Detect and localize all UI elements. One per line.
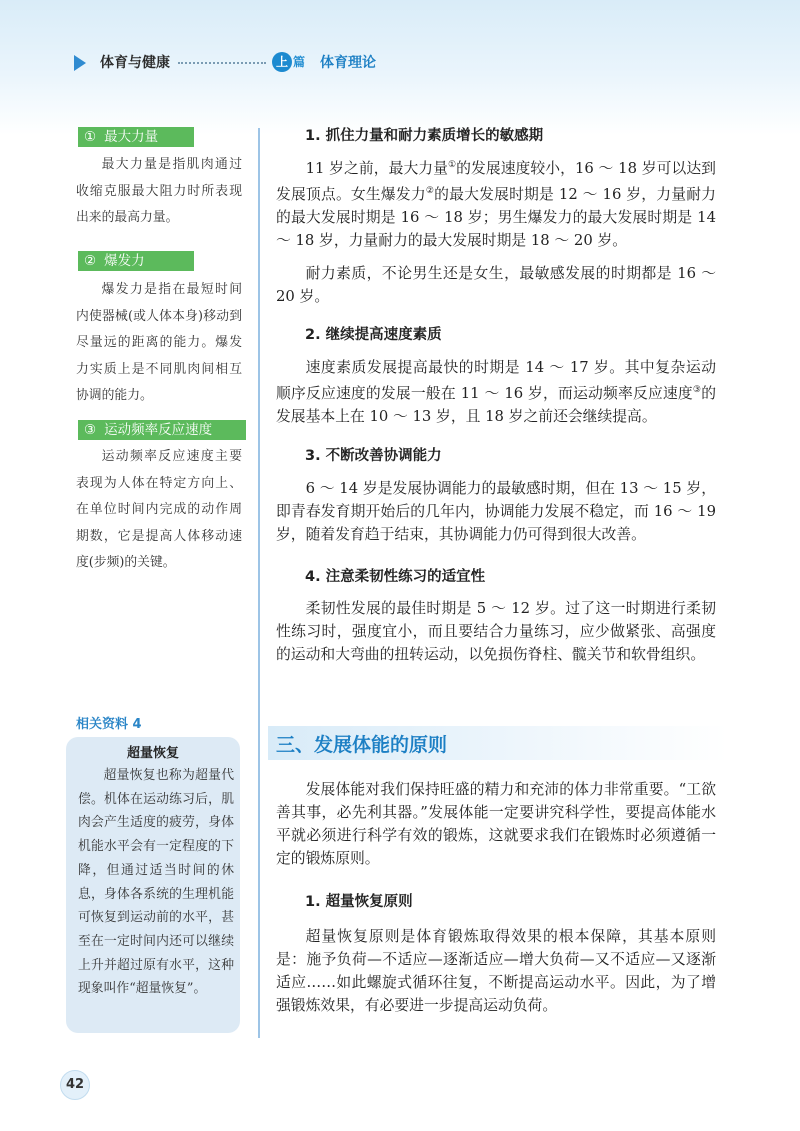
related-material-label: 相关资料 4 — [76, 717, 142, 732]
subheading-flexibility: 4. 注意柔韧性练习的适宜性 — [305, 569, 486, 585]
paragraph-flexibility: 柔韧性发展的最佳时期是 5 ～ 12 岁。过了这一时期进行柔韧性练习时，强度宜小，而且要结合力量练习，应少做紧张、高强度的运动和大弯曲的扭转运动，以免损伤脊柱、髋关节和软骨组织。 — [276, 600, 716, 663]
page-number: 42 — [60, 1070, 90, 1100]
section-title: 三、发展体能的原则 — [276, 734, 448, 756]
volume-circle-icon: 上 — [272, 52, 292, 72]
subheading-supercompensation: 1. 超量恢复原则 — [305, 894, 413, 910]
term-number: ① — [84, 129, 97, 145]
header-dotted-leader — [178, 62, 266, 64]
volume-badge — [272, 51, 305, 72]
term-label: 爆发力 — [104, 253, 145, 269]
related-material-text: 超量恢复也称为超量代偿。机体在运动练习后，肌肉会产生适度的疲劳，身体机能水平会有一定程度的下降，但通过适当时间的休息，身体各系统的生理机能可恢复到运动前的水平，甚至在一定时间内还可以继续上升并超过原有水平，这种现象叫作“超量恢复”。 — [78, 768, 234, 997]
part-title: 体育理论 — [320, 55, 376, 71]
term-label: 最大力量 — [104, 129, 159, 145]
subheading-coordination: 3. 不断改善协调能力 — [305, 448, 442, 464]
related-material-title: 超量恢复 — [126, 746, 179, 761]
paragraph-supercompensation: 超量恢复原则是体育锻炼取得效果的根本保障，其基本原则是：施予负荷—不适应—逐渐适应—增大负荷—又不适应—又逐渐适应……如此螺旋式循环往复，不断提高运动水平。因此，为了增强锻炼效果，有必要进一步提高运动负荷。 — [276, 928, 716, 1014]
header-arrow-icon — [74, 55, 86, 71]
term-text-explosive-power: 爆发力是指在最短时间内使器械(或人体本身)移动到尽量远的距离的能力。爆发力实质上是不同肌肉间相互协调的能力。 — [76, 282, 242, 403]
book-title: 体育与健康 — [100, 55, 170, 71]
term-tag-explosive-power — [78, 251, 194, 271]
paragraph-endurance: 耐力素质，不论男生还是女生，最敏感发展的时期都是 16 ～ 20 岁。 — [276, 265, 716, 305]
paragraph-speed: 速度素质发展提高最快的时期是 14 ～ 17 岁。其中复杂运动顺序反应速度的发展一般在 11 ～ 16 岁，而运动频率反应速度③的发展基本上在 10 ～ 13 岁，且 18 岁之前还会继续提高。 — [276, 359, 716, 425]
subheading-speed: 2. 继续提高速度素质 — [305, 327, 442, 343]
paragraph-principles-intro: 发展体能对我们保持旺盛的精力和充沛的体力非常重要。“工欲善其事，必先利其器。”发展体能一定要讲究科学性，要提高体能水平就必须进行科学有效的锻炼，这就要求我们在锻炼时必须遵循一定的锻炼原则。 — [276, 781, 716, 867]
term-number: ③ — [84, 422, 97, 438]
term-tag-max-strength — [78, 127, 194, 147]
term-number: ② — [84, 253, 97, 269]
term-text-max-strength: 最大力量是指肌肉通过收缩克服最大阻力时所表现出来的最高力量。 — [76, 157, 242, 225]
subheading-strength-endurance: 1. 抓住力量和耐力素质增长的敏感期 — [305, 128, 544, 144]
term-text-frequency-speed: 运动频率反应速度主要表现为人体在特定方向上、在单位时间内完成的动作周期数，它是提高人体移动速度(步频)的关键。 — [76, 449, 242, 570]
term-tag-frequency-speed — [78, 420, 246, 440]
paragraph-strength-periods: 11 岁之前，最大力量①的发展速度较小，16 ～ 18 岁可以达到发展顶点。女生爆发力②的最大发展时期是 12 ～ 16 岁，力量耐力的最大发展时期是 16 ～ 18 岁；男生爆发力的最大发展时期是 14 ～ 18 岁，力量耐力的最大发展时期是 18 ～ 20 岁。 — [276, 159, 716, 249]
volume-suffix: 篇 — [293, 55, 306, 69]
term-label: 运动频率反应速度 — [104, 422, 213, 438]
column-divider — [258, 128, 260, 1038]
paragraph-coordination: 6 ～ 14 岁是发展协调能力的最敏感时期，但在 13 ～ 15 岁，即青春发育期开始后的几年内，协调能力发展不稳定，而 16 ～ 19 岁，随着发育趋于结束，其协调能力仍可得到很大改善。 — [276, 480, 716, 543]
